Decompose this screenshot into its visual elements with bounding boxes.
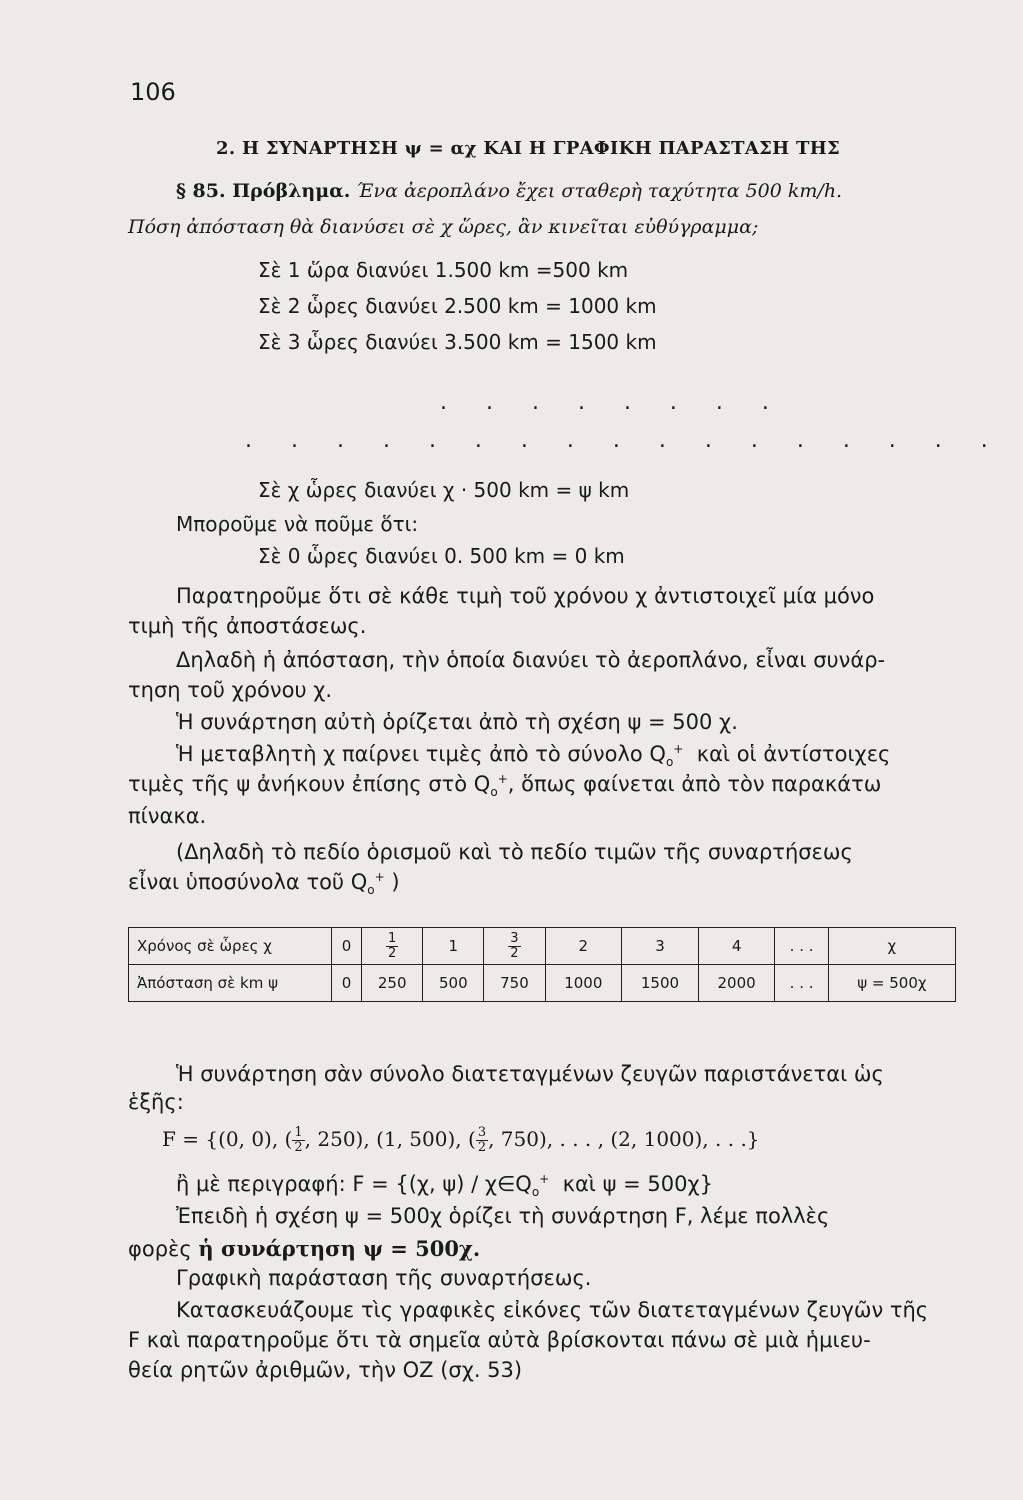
can-say: Μποροῦμε νὰ ποῦμε ὅτι: (176, 512, 419, 536)
table-cell: 0 (332, 928, 362, 965)
problem-line-1 (176, 180, 842, 202)
para-7a: Ἐπειδὴ ἡ σχέση ψ = 500χ ὁρίζει τὴ συνάρτηση F, λέμε πολλὲς (176, 1204, 830, 1228)
frac-den: 2 (294, 1140, 303, 1155)
set-F (162, 1126, 760, 1155)
set-F-end: , 750), . . . , (2, 1000), . . .} (488, 1127, 760, 1151)
q-sup: + (673, 742, 684, 756)
para-7b-bold: ἡ συνάρτηση ψ = 500χ. (198, 1236, 481, 1261)
table-cell: 2 (545, 928, 622, 965)
para-8: Γραφικὴ παράσταση τῆς συναρτήσεως. (176, 1266, 592, 1290)
para-1a: Παρατηροῦμε ὅτι σὲ κάθε τιμὴ τοῦ χρόνου χ ἀντιστοιχεῖ μία μόνο (176, 584, 875, 608)
set-F-start: F = {(0, 0), ( (162, 1127, 293, 1151)
para-9b: F καὶ παρατηροῦμε ὅτι τὰ σημεῖα αὐτὰ βρίσκονται πάνω σὲ μιὰ ἡμιευ- (128, 1328, 871, 1352)
table-cell: 4 (698, 928, 775, 965)
description-b: καὶ ψ = 500χ} (562, 1172, 713, 1196)
table-cell: 500 (423, 965, 484, 1002)
para-5a: (Δηλαδὴ τὸ πεδίο ὁρισμοῦ καὶ τὸ πεδίο τιμῶν τῆς συναρτήσεως (176, 840, 853, 864)
table-cell: 0 (332, 965, 362, 1002)
para-1b: τιμὴ τῆς ἀποστάσεως. (128, 614, 367, 638)
para-6b: ἑξῆς: (128, 1090, 184, 1114)
set-F-mid: , 250), (1, 500), ( (304, 1127, 476, 1151)
table-cell: 3 (622, 928, 699, 965)
q-sub: o (367, 883, 375, 898)
table-cell: 1000 (545, 965, 622, 1002)
q-sub: o (665, 755, 674, 770)
q-sup: + (539, 1172, 550, 1186)
table-row (129, 965, 956, 1002)
fraction: $\frac{3}{2}$ (510, 930, 519, 961)
para-5b-text: εἶναι ὑποσύνολα τοῦ Q (128, 870, 368, 894)
para-6a: Ἡ συνάρτηση σὰν σύνολο διατεταγμένων ζευγῶν παριστάνεται ὡς (176, 1062, 884, 1086)
frac-num: 3 (477, 1125, 487, 1140)
values-table (128, 927, 956, 1002)
para-4c: πίνακα. (128, 804, 207, 828)
q-sup: + (497, 772, 508, 786)
table-cell: . . . (775, 928, 828, 965)
table-row1-label: Χρόνος σὲ ὧρες χ (129, 928, 332, 965)
fraction-three-halves (476, 1126, 488, 1155)
general-line: Σὲ χ ὧρες διανύει χ · 500 km = ψ km (258, 478, 630, 502)
table-cell: . . . (775, 965, 828, 1002)
frac-num: 1 (294, 1125, 303, 1140)
zero-line: Σὲ 0 ὧρες διανύει 0. 500 km = 0 km (258, 544, 625, 568)
para-9c: θεία ρητῶν ἀριθμῶν, τὴν ΟΖ (σχ. 53) (128, 1358, 523, 1382)
table-cell: 1 (423, 928, 484, 965)
description (176, 1172, 713, 1199)
q-sub: o (531, 1185, 540, 1200)
table-row2-label: Ἀπόσταση σὲ km ψ (129, 965, 332, 1002)
problem-label: § 85. Πρόβλημα. (176, 180, 351, 202)
para-4b-end: , ὅπως φαίνεται ἀπὸ τὸν παρακάτω (507, 772, 882, 796)
problem-text-2: Πόση ἀπόσταση θὰ διανύσει σὲ χ ὥρες, ἂν κινεῖται εὐθύγραμμα; (128, 216, 759, 238)
fraction-one-half (292, 1126, 304, 1155)
calc-line-1: Σὲ 1 ὥρα διανύει 1.500 km =500 km (258, 258, 629, 282)
table-cell: χ (828, 928, 955, 965)
para-9a: Κατασκευάζουμε τὶς γραφικὲς εἰκόνες τῶν διατεταγμένων ζευγῶν τῆς (176, 1298, 929, 1322)
para-4b-text: τιμὲς τῆς ψ ἀνήκουν ἐπίσης στὸ Q (128, 772, 491, 796)
frac-den: 2 (477, 1140, 487, 1155)
table-cell: 2000 (698, 965, 775, 1002)
para-5b-end: ) (391, 870, 400, 894)
table-cell: 250 (362, 965, 423, 1002)
para-4a-end: καὶ οἱ ἀντίστοιχες (696, 742, 891, 766)
q-sub: o (490, 785, 498, 800)
table-cell: 1500 (622, 965, 699, 1002)
para-4a (176, 742, 890, 769)
calc-line-3: Σὲ 3 ὧρες διανύει 3.500 km = 1500 km (258, 330, 657, 354)
table-cell (362, 928, 423, 965)
para-2a: Δηλαδὴ ἡ ἀπόσταση, τὴν ὁποία διανύει τὸ ἀεροπλάνο, εἶναι συνάρ- (176, 648, 886, 672)
para-3: Ἡ συνάρτηση αὐτὴ ὁρίζεται ἀπὸ τὴ σχέση ψ = 500 χ. (176, 710, 738, 734)
q-sup: + (374, 870, 385, 884)
para-7b (128, 1236, 480, 1261)
page-number: 106 (130, 78, 176, 106)
section-heading: 2. Η ΣΥΝΑΡΤΗΣΗ ψ = αχ ΚΑΙ Η ΓΡΑΦΙΚΗ ΠΑΡΑΣΤΑΣΗ ΤΗΣ (216, 138, 841, 159)
problem-text-1: Ένα ἀεροπλάνο ἔχει σταθερὴ ταχύτητα 500 km/h. (356, 180, 843, 202)
para-4b (128, 772, 881, 799)
table-row (129, 928, 956, 965)
para-7b-start: φορὲς (128, 1237, 192, 1261)
fraction: $\frac{1}{2}$ (388, 930, 397, 961)
calc-line-2: Σὲ 2 ὧρες διανύει 2.500 km = 1000 km (258, 294, 657, 318)
dots-row-2: . . . . . . . . . . . . . . . . . (245, 428, 1004, 453)
para-4a-text: Ἡ μεταβλητὴ χ παίρνει τιμὲς ἀπὸ τὸ σύνολο Q (176, 742, 666, 766)
table-cell: 750 (484, 965, 545, 1002)
para-2b: τηση τοῦ χρόνου χ. (128, 678, 333, 702)
para-5b (128, 870, 400, 897)
table-cell: ψ = 500χ (828, 965, 955, 1002)
description-a: ἢ μὲ περιγραφή: F = {(χ, ψ) / χ∈Q (176, 1172, 532, 1196)
table-cell (484, 928, 545, 965)
dots-row-1: . . . . . . . . (440, 390, 785, 415)
